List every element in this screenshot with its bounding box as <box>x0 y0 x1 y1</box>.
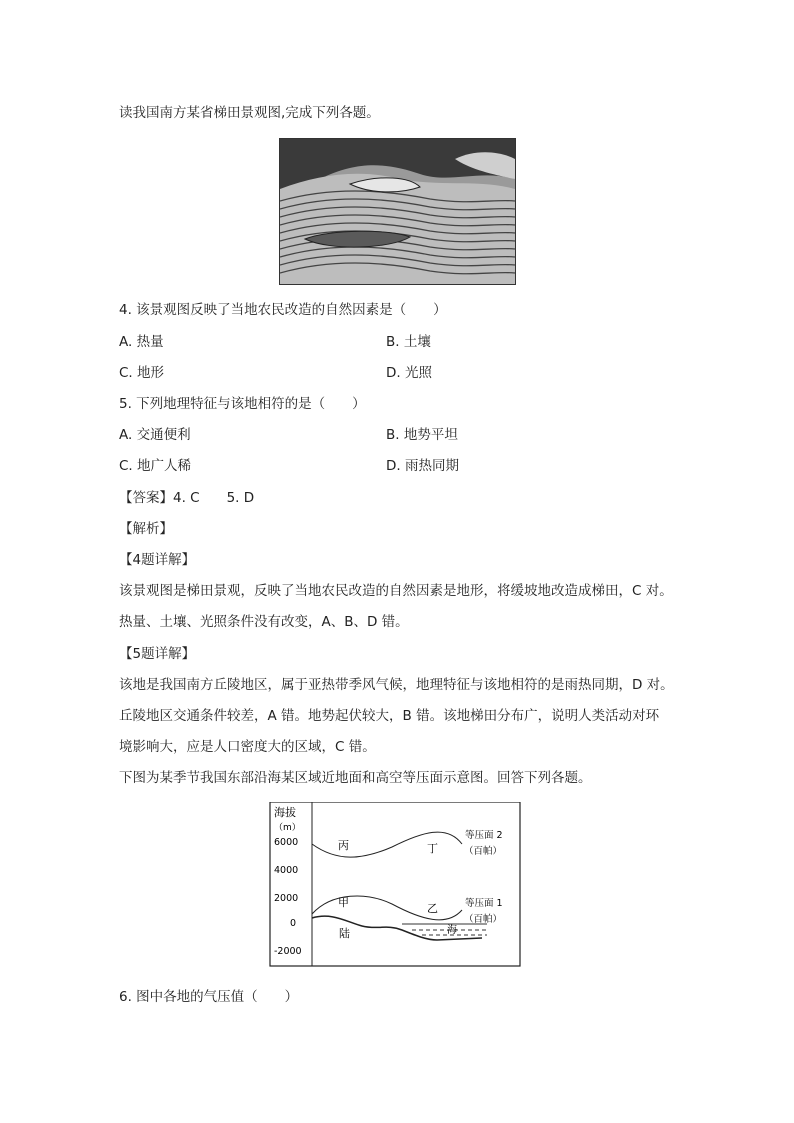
question-4-stem: 4. 该景观图反映了当地农民改造的自然因素是（ ） <box>119 302 447 318</box>
q5-detail-line-3: 境影响大，应是人口密度大的区域，C 错。 <box>119 739 376 755</box>
intro-text-1: 读我国南方某省梯田景观图,完成下列各题。 <box>119 105 380 121</box>
label-ding: 丁 <box>427 842 438 855</box>
intro-text-2: 下图为某季节我国东部沿海某区域近地面和高空等压面示意图。回答下列各题。 <box>119 770 592 786</box>
q4-detail-line-2: 热量、土壤、光照条件没有改变，A、B、D 错。 <box>119 614 409 630</box>
label-land: 陆 <box>339 927 350 940</box>
q4-detail-heading: 【4题详解】 <box>119 552 196 568</box>
q4-option-c: C. 地形 <box>119 365 165 381</box>
q5-detail-line-1: 该地是我国南方丘陵地区，属于亚热带季风气候，地理特征与该地相符的是雨热同期，D 对。 <box>119 677 674 693</box>
q5-detail-line-2: 丘陵地区交通条件较差，A 错。地势起伏较大，B 错。该地梯田分布广，说明人类活动对环 <box>119 708 660 724</box>
y-tick-minus-2000: -2000 <box>274 946 302 957</box>
isobar-1-label: 等压面 1 <box>465 898 503 909</box>
label-jia: 甲 <box>338 896 349 909</box>
isobar-2-unit: （百帕） <box>464 846 503 857</box>
q5-option-d: D. 雨热同期 <box>386 458 459 474</box>
label-yi: 乙 <box>427 902 438 915</box>
q4-option-a: A. 热量 <box>119 334 164 350</box>
answer-line: 【答案】4. C 5. D <box>119 490 255 506</box>
q5-option-b: B. 地势平坦 <box>386 427 458 443</box>
label-bing: 丙 <box>338 839 349 852</box>
label-sea: 海 <box>447 925 457 936</box>
isobar-line-1 <box>312 896 462 920</box>
q4-detail-line-1: 该景观图是梯田景观，反映了当地农民改造的自然因素是地形，将缓坡地改造成梯田，C 对。 <box>119 583 673 599</box>
isobar-line-2 <box>312 832 462 857</box>
question-6-stem: 6. 图中各地的气压值（ ） <box>119 989 299 1005</box>
q5-option-c: C. 地广人稀 <box>119 458 192 474</box>
y-axis-title: 海拔 <box>274 806 296 819</box>
q5-option-a: A. 交通便利 <box>119 427 191 443</box>
isobar-2-label: 等压面 2 <box>465 830 503 841</box>
terrace-landscape-image <box>279 138 516 285</box>
y-tick-4000: 4000 <box>274 865 299 876</box>
question-5-stem: 5. 下列地理特征与该地相符的是（ ） <box>119 396 366 412</box>
y-axis-unit: （m） <box>274 823 301 833</box>
y-tick-0: 0 <box>290 918 297 929</box>
q4-option-d: D. 光照 <box>386 365 432 381</box>
y-tick-6000: 6000 <box>274 837 299 848</box>
isobar-diagram <box>262 802 522 968</box>
q4-option-b: B. 土壤 <box>386 334 431 350</box>
sea-surface <box>402 924 487 935</box>
diagram-frame <box>270 802 520 966</box>
y-tick-2000: 2000 <box>274 893 299 904</box>
q5-detail-heading: 【5题详解】 <box>119 646 196 662</box>
isobar-1-unit: （百帕） <box>464 914 503 925</box>
analysis-heading: 【解析】 <box>119 521 173 537</box>
